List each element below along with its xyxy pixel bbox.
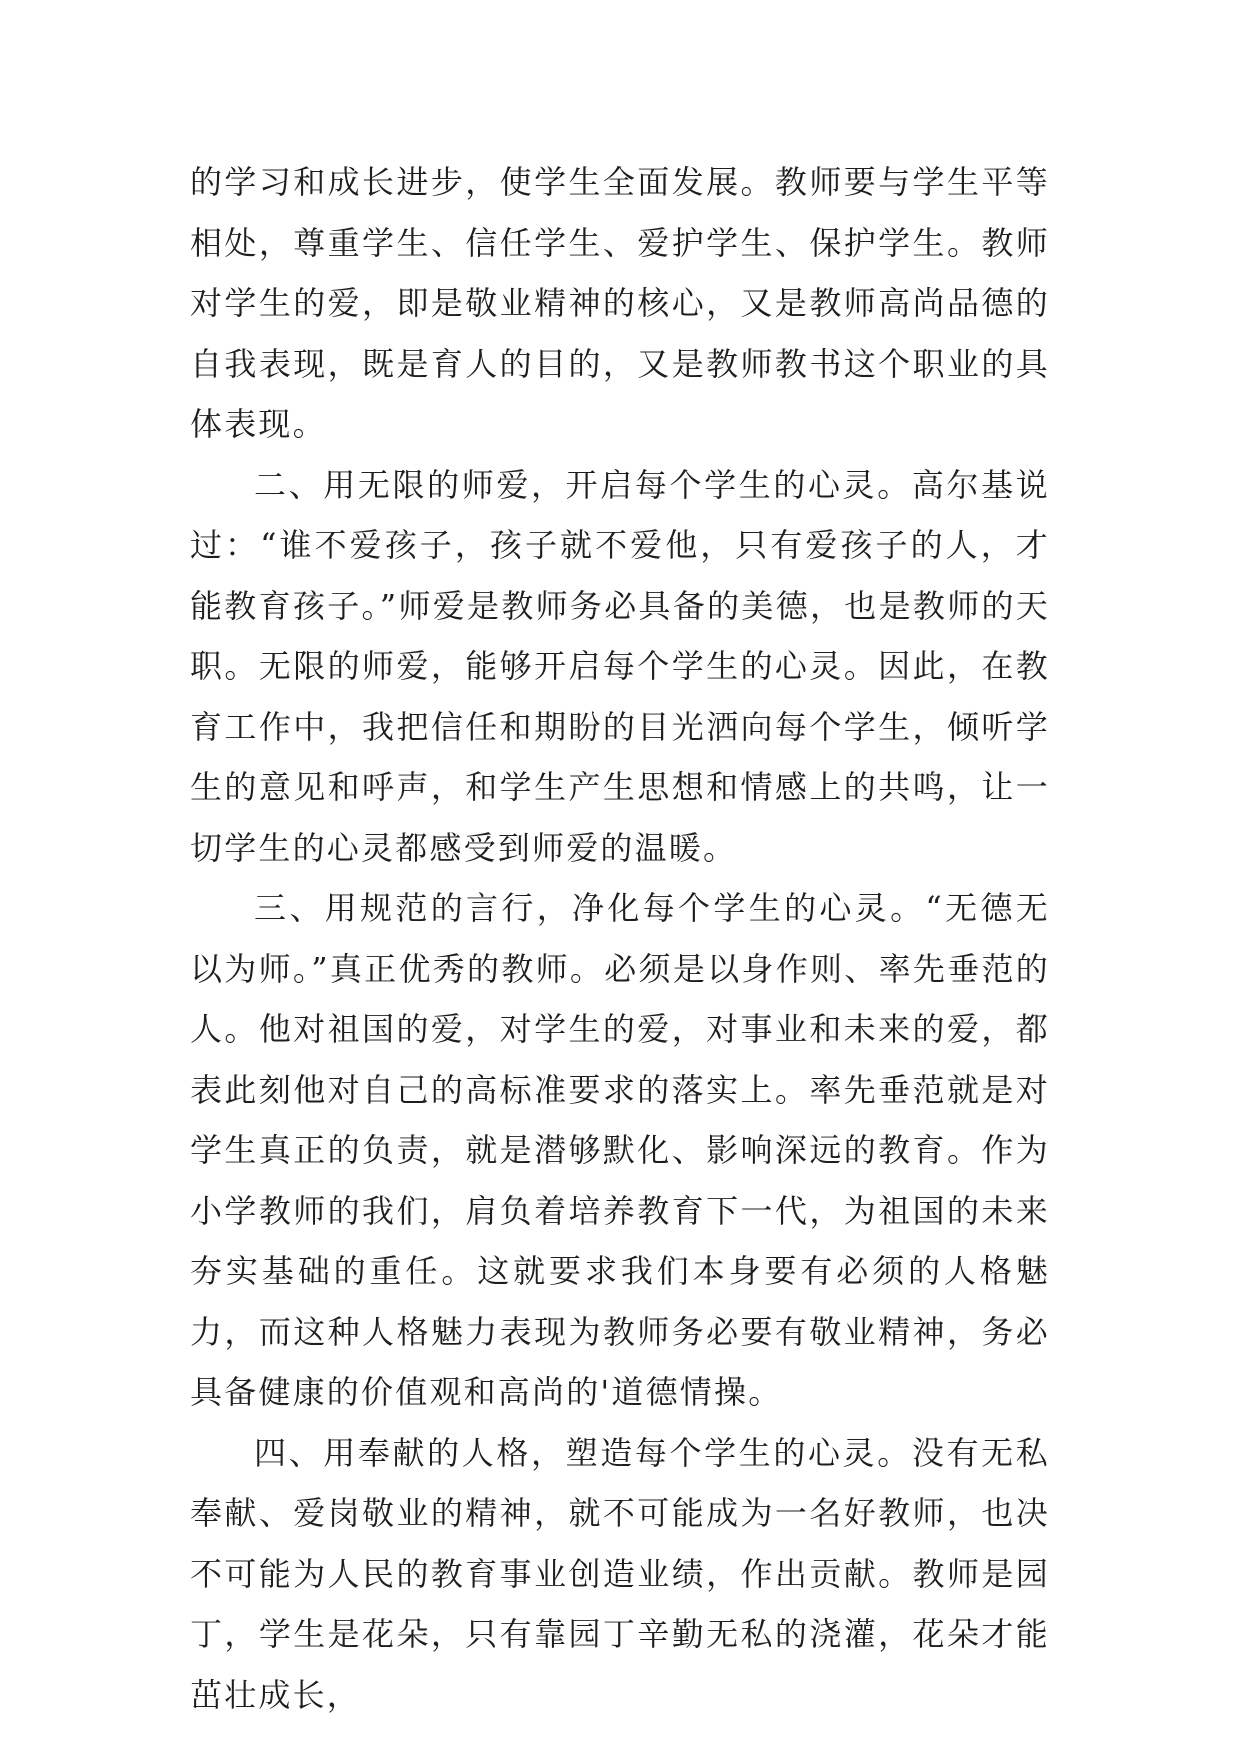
document-body [190,152,1050,1725]
paragraph-section-three: 三、用规范的言行，净化每个学生的心灵。“无德无以为师。”真正优秀的教师。必须是以身作则、率先垂范的人。他对祖国的爱，对学生的爱，对事业和未来的爱，都表此刻他对自己的高标准要求的落实上。率先垂范就是对学生真正的负责，就是潜够默化、影响深远的教育。作为小学教师的我们，肩负着培养教育下一代，为祖国的未来夯实基础的重任。这就要求我们本身要有必须的人格魅力，而这种人格魅力表现为教师务必要有敬业精神，务必具备健康的价值观和高尚的'道德情操。 [190,889,1050,1411]
paragraph-continuation: 的学习和成长进步，使学生全面发展。教师要与学生平等相处，尊重学生、信任学生、爱护学生、保护学生。教师对学生的爱，即是敬业精神的核心，又是教师高尚品德的自我表现，既是育人的目的，又是教师教书这个职业的具体表现。 [190,163,1050,443]
paragraph-section-four: 四、用奉献的人格，塑造每个学生的心灵。没有无私奉献、爱岗敬业的精神，就不可能成为一名好教师，也决不可能为人民的教育事业创造业绩，作出贡献。教师是园丁，学生是花朵，只有靠园丁辛勤无私的浇灌，花朵才能茁壮成长， [190,1433,1050,1714]
paragraph-section-two: 二、用无限的师爱，开启每个学生的心灵。高尔基说过：“谁不爱孩子，孩子就不爱他，只有爱孩子的人，才能教育孩子。”师爱是教师务必具备的美德，也是教师的天职。无限的师爱，能够开启每个学生的心灵。因此，在教育工作中，我把信任和期盼的目光洒向每个学生，倾听学生的意见和呼声，和学生产生思想和情感上的共鸣，让一切学生的心灵都感受到师爱的温暖。 [190,465,1050,867]
